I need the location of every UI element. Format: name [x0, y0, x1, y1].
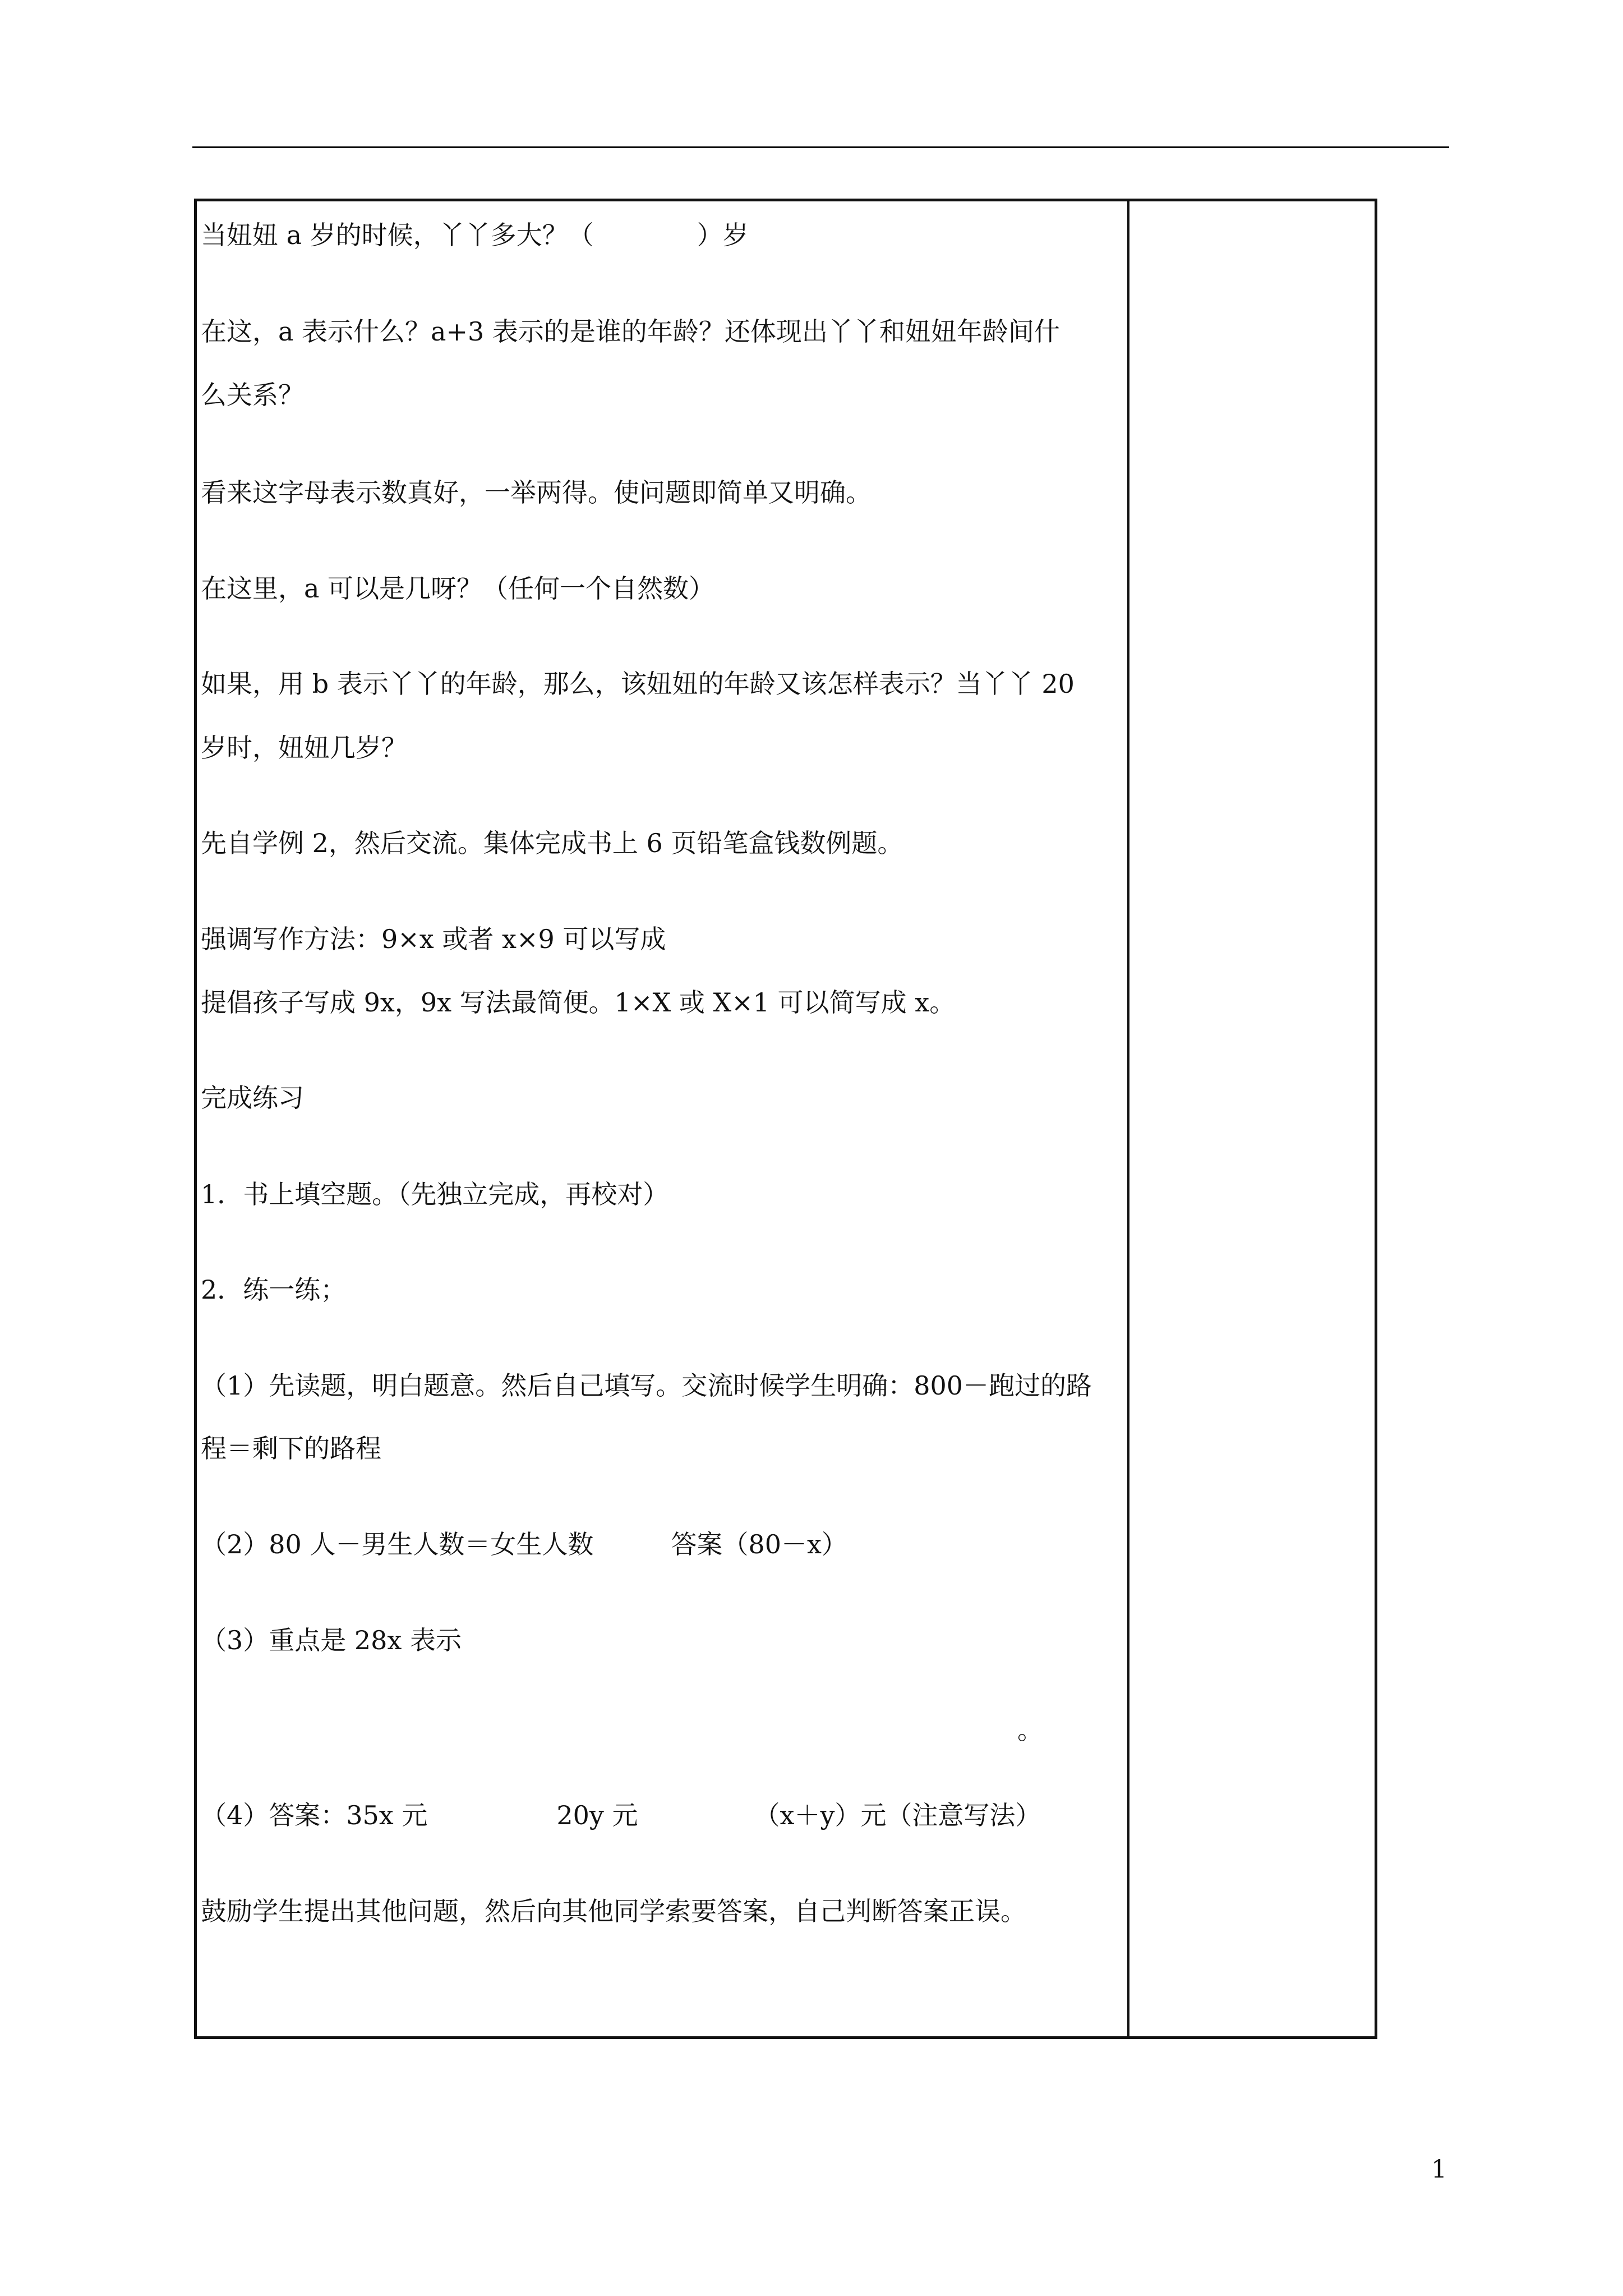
- text-line-11: 完成练习: [201, 1083, 304, 1113]
- text-line-18: 。: [1017, 1715, 1043, 1745]
- text-line-16: （2）80 人－男生人数＝女生人数 答案（80－x）: [201, 1529, 847, 1559]
- text-line-20: 鼓励学生提出其他问题，然后向其他同学索要答案，自己判断答案正误。: [201, 1896, 1026, 1926]
- text-line-13: 2．练一练；: [201, 1274, 347, 1305]
- text-line-7: 岁时，妞妞几岁？: [201, 733, 407, 763]
- header-rule: [192, 146, 1449, 148]
- text-line-8: 先自学例 2，然后交流。集体完成书上 6 页铅笔盒钱数例题。: [201, 828, 903, 858]
- text-line-17: （3）重点是 28x 表示: [201, 1625, 462, 1655]
- text-line-1: 当妞妞 a 岁的时候，丫丫多大？（ ）岁: [201, 220, 749, 250]
- text-line-2: 在这，a 表示什么？a+3 表示的是谁的年龄？还体现出丫丫和妞妞年龄间什: [201, 316, 1060, 347]
- text-line-4: 看来这字母表示数真好，一举两得。使问题即简单又明确。: [201, 477, 872, 508]
- text-line-5: 在这里，a 可以是几呀？（任何一个自然数）: [201, 573, 715, 604]
- text-line-14: （1）先读题，明白题意。然后自己填写。交流时候学生明确：800－跑过的路: [201, 1370, 1092, 1401]
- text-line-3: 么关系？: [201, 380, 304, 410]
- text-line-10: 提倡孩子写成 9x，9x 写法最简便。1×X 或 X×1 可以简写成 x。: [201, 987, 956, 1018]
- text-line-6: 如果，用 b 表示丫丫的年龄，那么，该妞妞的年龄又该怎样表示？当丫丫 20: [201, 669, 1075, 699]
- lesson-table: [194, 199, 1377, 2039]
- text-line-12: 1．书上填空题。（先独立完成，再校对）: [201, 1179, 669, 1209]
- text-line-19: （4）答案：35x 元 20y 元 （x＋y）元（注意写法）: [201, 1800, 1041, 1830]
- text-line-15: 程＝剩下的路程: [201, 1433, 381, 1464]
- page-number: 1: [1431, 2155, 1447, 2184]
- text-line-9: 强调写作方法：9×x 或者 x×9 可以写成: [201, 924, 666, 954]
